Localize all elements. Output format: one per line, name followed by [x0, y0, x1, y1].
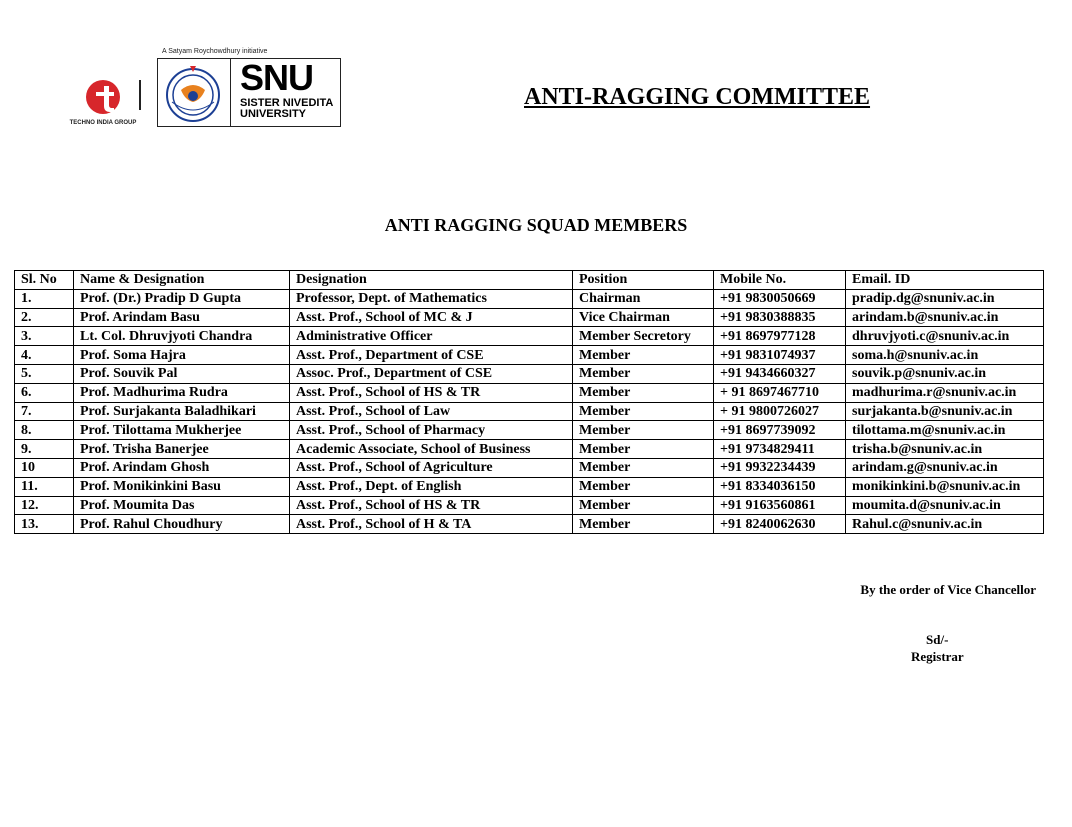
- name-cell: Lt. Col. Dhruvjyoti Chandra: [74, 327, 290, 346]
- email-cell: arindam.g@snuniv.ac.in: [846, 458, 1044, 477]
- table-row: [15, 477, 1044, 496]
- name-cell: Prof. Moumita Das: [74, 496, 290, 515]
- sl-no-cell: 4.: [15, 346, 74, 365]
- position-cell: Vice Chairman: [573, 308, 714, 327]
- name-cell: Prof. Arindam Basu: [74, 308, 290, 327]
- designation-cell: Professor, Dept. of Mathematics: [290, 289, 573, 308]
- sl-no-cell: 2.: [15, 308, 74, 327]
- position-cell: Member: [573, 440, 714, 459]
- mobile-cell: +91 9434660327: [714, 364, 846, 383]
- mobile-cell: +91 8334036150: [714, 477, 846, 496]
- snu-logo-separator: [230, 58, 231, 127]
- table-row: [15, 515, 1044, 534]
- mobile-cell: +91 9830050669: [714, 289, 846, 308]
- name-cell: Prof. Monikinkini Basu: [74, 477, 290, 496]
- svg-text:TECHNO INDIA GROUP: TECHNO INDIA GROUP: [69, 120, 137, 126]
- designation-cell: Assoc. Prof., Department of CSE: [290, 364, 573, 383]
- email-cell: dhruvjyoti.c@snuniv.ac.in: [846, 327, 1044, 346]
- name-cell: Prof. Surjakanta Baladhikari: [74, 402, 290, 421]
- sl-no-cell: 11.: [15, 477, 74, 496]
- position-cell: Member: [573, 421, 714, 440]
- university-name-line2: UNIVERSITY: [240, 108, 307, 120]
- email-cell: moumita.d@snuniv.ac.in: [846, 496, 1044, 515]
- university-name-line1: SISTER NIVEDITA: [240, 97, 334, 109]
- table-row: [15, 346, 1044, 365]
- table-header-row: [15, 271, 1044, 290]
- name-cell: Prof. Trisha Banerjee: [74, 440, 290, 459]
- order-line: By the order of Vice Chancellor: [860, 582, 1036, 597]
- name-cell: Prof. Soma Hajra: [74, 346, 290, 365]
- members-table-body: [15, 289, 1044, 533]
- sl-no-cell: 5.: [15, 364, 74, 383]
- sl-no-cell: 8.: [15, 421, 74, 440]
- snu-seal-logo: [162, 62, 224, 124]
- table-row: [15, 383, 1044, 402]
- initiative-text: A Satyam Roychowdhury initiative: [162, 48, 268, 55]
- email-cell: madhurima.r@snuniv.ac.in: [846, 383, 1044, 402]
- mobile-cell: +91 9163560861: [714, 496, 846, 515]
- header-sl-no: Sl. No: [15, 271, 74, 290]
- name-cell: Prof. (Dr.) Pradip D Gupta: [74, 289, 290, 308]
- designation-cell: Asst. Prof., School of MC & J: [290, 308, 573, 327]
- techno-india-group-logo: [69, 70, 137, 128]
- signature-mark: Sd/-: [926, 632, 949, 647]
- email-cell: arindam.b@snuniv.ac.in: [846, 308, 1044, 327]
- name-cell: Prof. Madhurima Rudra: [74, 383, 290, 402]
- designation-cell: Asst. Prof., School of HS & TR: [290, 383, 573, 402]
- email-cell: soma.h@snuniv.ac.in: [846, 346, 1044, 365]
- university-full-name: [240, 98, 333, 120]
- table-row: [15, 440, 1044, 459]
- position-cell: Member: [573, 346, 714, 365]
- sl-no-cell: 3.: [15, 327, 74, 346]
- table-row: [15, 289, 1044, 308]
- designation-cell: Asst. Prof., Department of CSE: [290, 346, 573, 365]
- position-cell: Member Secretory: [573, 327, 714, 346]
- name-cell: Prof. Souvik Pal: [74, 364, 290, 383]
- designation-cell: Asst. Prof., School of Pharmacy: [290, 421, 573, 440]
- mobile-cell: +91 9734829411: [714, 440, 846, 459]
- position-cell: Member: [573, 364, 714, 383]
- designation-cell: Administrative Officer: [290, 327, 573, 346]
- sl-no-cell: 6.: [15, 383, 74, 402]
- name-cell: Prof. Arindam Ghosh: [74, 458, 290, 477]
- email-cell: surjakanta.b@snuniv.ac.in: [846, 402, 1044, 421]
- email-cell: monikinkini.b@snuniv.ac.in: [846, 477, 1044, 496]
- sl-no-cell: 12.: [15, 496, 74, 515]
- header-position: Position: [573, 271, 714, 290]
- sl-no-cell: 9.: [15, 440, 74, 459]
- members-table: [14, 270, 1044, 534]
- position-cell: Member: [573, 383, 714, 402]
- designation-cell: Asst. Prof., Dept. of English: [290, 477, 573, 496]
- signatory-title: Registrar: [911, 649, 964, 664]
- sl-no-cell: 13.: [15, 515, 74, 534]
- email-cell: Rahul.c@snuniv.ac.in: [846, 515, 1044, 534]
- header-designation: Designation: [290, 271, 573, 290]
- mobile-cell: +91 9830388835: [714, 308, 846, 327]
- designation-cell: Asst. Prof., School of Law: [290, 402, 573, 421]
- mobile-cell: +91 9831074937: [714, 346, 846, 365]
- position-cell: Member: [573, 477, 714, 496]
- designation-cell: Asst. Prof., School of H & TA: [290, 515, 573, 534]
- sl-no-cell: 1.: [15, 289, 74, 308]
- table-row: [15, 496, 1044, 515]
- mobile-cell: +91 8697977128: [714, 327, 846, 346]
- position-cell: Member: [573, 402, 714, 421]
- position-cell: Member: [573, 458, 714, 477]
- logo-divider: [139, 80, 141, 110]
- table-row: [15, 421, 1044, 440]
- header-name: Name & Designation: [74, 271, 290, 290]
- page-title: ANTI-RAGGING COMMITTEE: [524, 84, 871, 110]
- table-row: [15, 327, 1044, 346]
- email-cell: trisha.b@snuniv.ac.in: [846, 440, 1044, 459]
- position-cell: Member: [573, 515, 714, 534]
- mobile-cell: +91 9932234439: [714, 458, 846, 477]
- mobile-cell: +91 8697739092: [714, 421, 846, 440]
- table-row: [15, 402, 1044, 421]
- email-cell: pradip.dg@snuniv.ac.in: [846, 289, 1044, 308]
- table-row: [15, 458, 1044, 477]
- sl-no-cell: 7.: [15, 402, 74, 421]
- designation-cell: Asst. Prof., School of HS & TR: [290, 496, 573, 515]
- section-title: ANTI RAGGING SQUAD MEMBERS: [384, 215, 688, 235]
- position-cell: Chairman: [573, 289, 714, 308]
- designation-cell: Asst. Prof., School of Agriculture: [290, 458, 573, 477]
- name-cell: Prof. Rahul Choudhury: [74, 515, 290, 534]
- email-cell: tilottama.m@snuniv.ac.in: [846, 421, 1044, 440]
- position-cell: Member: [573, 496, 714, 515]
- header-mobile: Mobile No.: [714, 271, 846, 290]
- mobile-cell: + 91 9800726027: [714, 402, 846, 421]
- mobile-cell: +91 8240062630: [714, 515, 846, 534]
- email-cell: souvik.p@snuniv.ac.in: [846, 364, 1044, 383]
- designation-cell: Academic Associate, School of Business: [290, 440, 573, 459]
- table-row: [15, 364, 1044, 383]
- sl-no-cell: 10: [15, 458, 74, 477]
- name-cell: Prof. Tilottama Mukherjee: [74, 421, 290, 440]
- university-short-name: SNU: [240, 57, 314, 98]
- mobile-cell: + 91 8697467710: [714, 383, 846, 402]
- header-email: Email. ID: [846, 271, 1044, 290]
- table-row: [15, 308, 1044, 327]
